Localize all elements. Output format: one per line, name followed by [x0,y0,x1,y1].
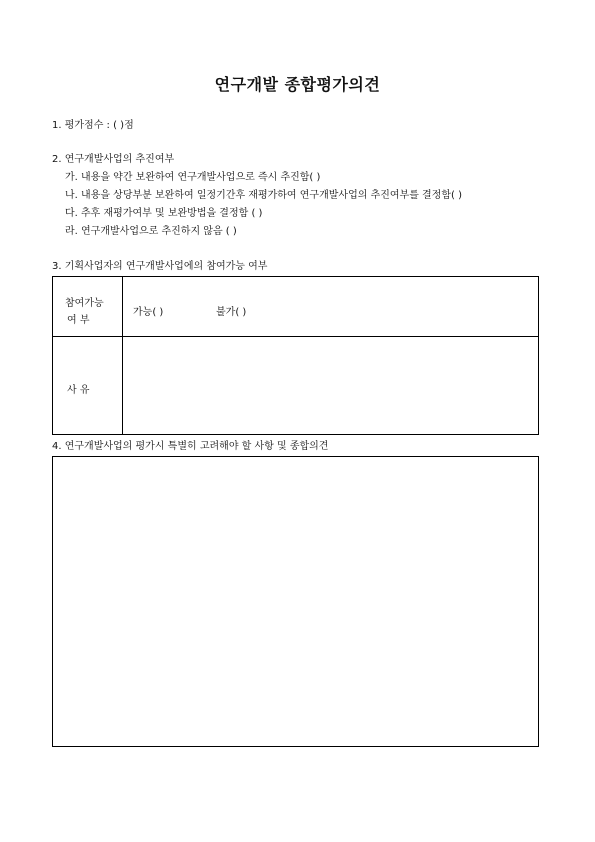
participation-label-line2: 여 부 [67,315,90,326]
evaluation-score-line: 1. 평가점수 : ( )점 [52,120,134,131]
promotion-option-ra: 라. 연구개발사업으로 추진하지 않음 ( ) [65,226,237,237]
promotion-option-ga: 가. 내용을 약간 보완하여 연구개발사업으로 즉시 추진함( ) [65,172,321,183]
overall-opinion-heading: 4. 연구개발사업의 평가시 특별히 고려해야 할 사항 및 종합의견 [52,441,329,452]
participation-heading: 3. 기획사업자의 연구개발사업에의 참여가능 여부 [52,261,268,272]
table-column-divider [122,277,123,434]
promotion-option-na: 나. 내용을 상당부분 보완하여 일정기간후 재평가하여 연구개발사업의 추진여부를 결정함( ) [65,190,463,201]
participation-label-line1: 참여가능 [65,298,104,309]
reason-field[interactable] [124,338,537,433]
impossible-field[interactable]: 불가( ) [216,307,247,318]
page-title: 연구개발 종합평가의견 [214,75,381,94]
possible-field[interactable]: 가능( ) [133,307,164,318]
overall-opinion-box[interactable] [52,456,539,747]
reason-label: 사 유 [67,385,90,396]
participation-table [52,276,539,435]
promotion-option-da: 다. 추후 재평가여부 및 보완방법을 결정함 ( ) [65,208,263,219]
promotion-heading: 2. 연구개발사업의 추진여부 [52,154,175,165]
table-row-divider [53,336,538,337]
